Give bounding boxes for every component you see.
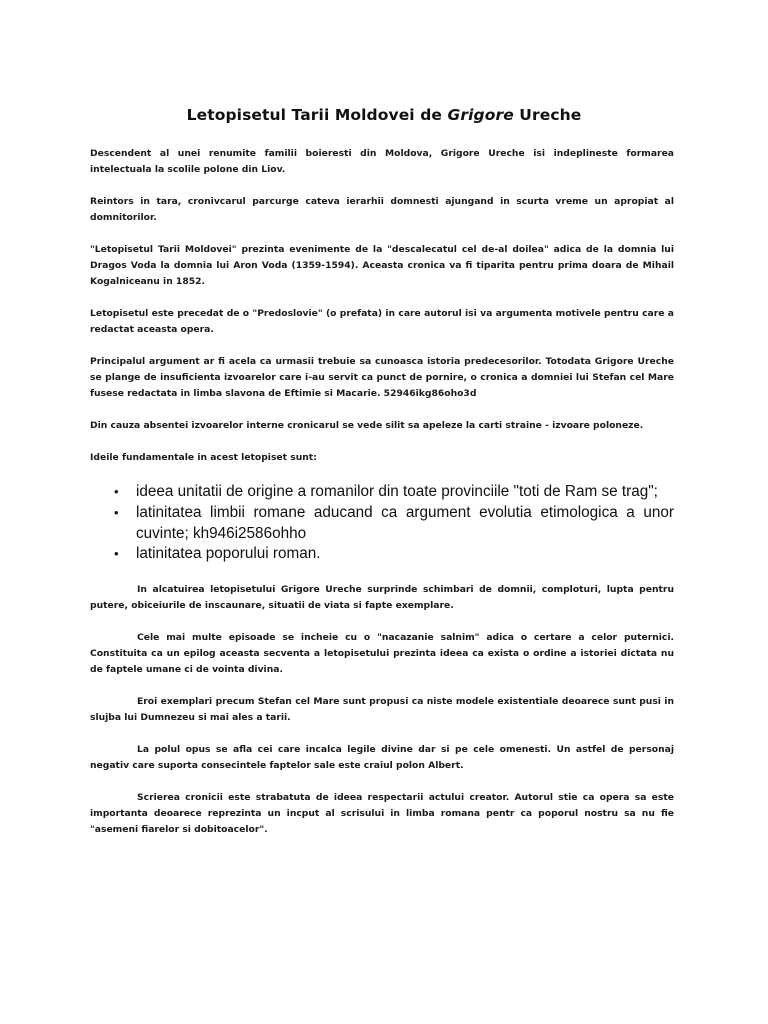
bullet-marker: • xyxy=(114,546,119,562)
document-body xyxy=(90,146,674,854)
paragraph-after-2: Cele mai multe episoade se incheie cu o "nacazanie salnim" adica o certare a celor puternici. Constituita ca un epilog aceasta secventa a letopisetului prezinta ideea ca exista o ordine a istoriei dictata nu de faptele umane ci de vointa divina. xyxy=(90,632,674,676)
paragraph-intro-6: Din cauza absentei izvoarelor interne cronicarul se vede silit sa apeleze la carti straine - izvoare poloneze. xyxy=(90,420,644,431)
bullet-marker: • xyxy=(114,484,119,499)
bullet-item-2 xyxy=(90,503,674,545)
paragraph-intro-1: Descendent al unei renumite familii boieresti din Moldova, Grigore Ureche isi indeplineste formarea intelectuala la scolile polone din Liov. xyxy=(90,148,674,175)
bullet-marker: • xyxy=(114,504,119,520)
title-text-author-last: Ureche xyxy=(513,106,582,124)
paragraph-intro-2: Reintors in tara, cronivcarul parcurge cateva ierarhii domnesti ajungand in scurta vreme un apropiat al domnitorilor. xyxy=(90,196,674,223)
bullet-item-3 xyxy=(90,544,674,565)
bullet-item-text: ideea unitatii de origine a romanilor din toate provinciile "toti de Ram se trag"; xyxy=(136,483,658,500)
document-title xyxy=(0,106,768,124)
bullet-list xyxy=(90,482,674,565)
title-text-part1: Letopisetul Tarii Moldovei de xyxy=(186,106,448,124)
paragraph-intro-7: Ideile fundamentale in acest letopiset sunt: xyxy=(90,452,317,463)
paragraph-intro-4: Letopisetul este precedat de o "Predoslovie" (o prefata) in care autorul isi va argumenta motivele pentru care a redactat aceasta opera. xyxy=(90,308,674,335)
paragraph-after-3: Eroi exemplari precum Stefan cel Mare sunt propusi ca niste modele existentiale deoarece sunt pusi in slujba lui Dumnezeu si mai ales a tarii. xyxy=(90,696,674,724)
paragraph-after-5: Scrierea cronicii este strabatuta de ideea respectarii actului creator. Autorul stie ca opera sa este importanta deoarece reprezinta un incput al scrisului in limba romana pentr ca poporul nostru sa nu fie "asemeni fiarelor si dobitoacelor". xyxy=(90,792,674,836)
bullet-item-1 xyxy=(90,482,674,503)
bullet-item-text: latinitatea poporului roman. xyxy=(136,545,321,563)
paragraph-intro-3: "Letopisetul Tarii Moldovei" prezinta evenimente de la "descalecatul cel de-al doilea" adica de la domnia lui Dragos Voda la domnia lui Aron Voda (1359-1594). Aceasta cronica va fi tiparita pentru prima doara de Mihail Kogalniceanu in 1852. xyxy=(90,244,674,287)
paragraph-after-1: In alcatuirea letopisetului Grigore Ureche surprinde schimbari de domnii, comploturi, lupta pentru putere, obiceiurile de inscaunare, situatii de viata si fapte exemplare. xyxy=(90,584,674,612)
bullet-item-text: latinitatea limbii romane aducand ca argument evolutia etimologica a unor cuvinte; kh946i2586ohho xyxy=(136,503,674,542)
paragraph-after-4: La polul opus se afla cei care incalca legile divine dar si pe cele omenesti. Un astfel de personaj negativ care suporta consecintele faptelor sale este craiul polon Albert. xyxy=(90,744,674,772)
paragraph-intro-5: Principalul argument ar fi acela ca urmasii trebuie sa cunoasca istoria predecesorilor. Totodata Grigore Ureche se plange de insuficienta izvoarelor care i-au servit ca punct de pornire, o cronica a domniei lui Stefan cel Mare fusese redactata in limba slavona de Eftimie si Macarie. 52946ikg86oho3d xyxy=(90,356,674,399)
title-text-author-first: Grigore xyxy=(447,106,514,124)
